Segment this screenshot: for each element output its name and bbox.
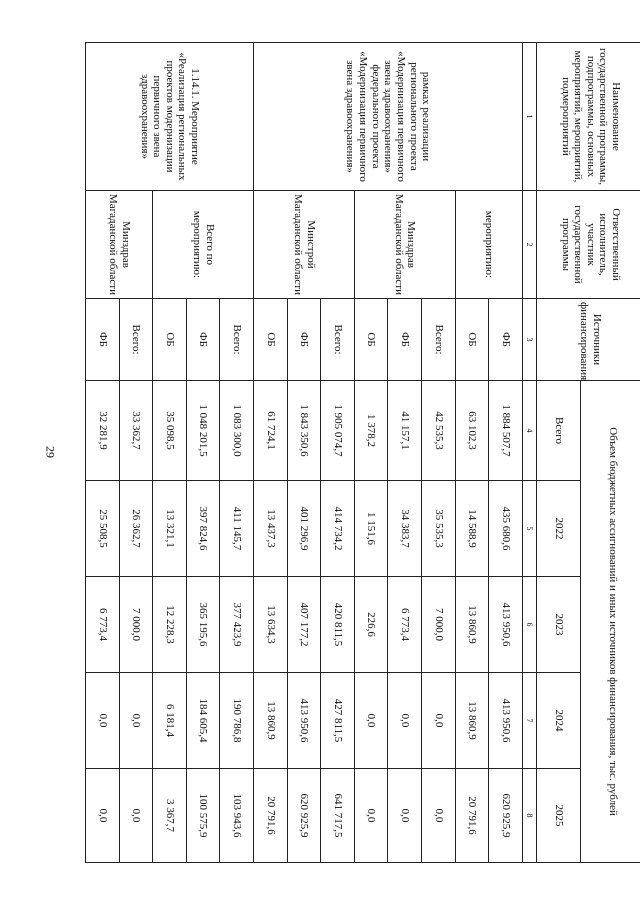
executor-cell: Минздрав Магаданской области: [86, 191, 153, 299]
value-cell: 365 195,6: [186, 577, 220, 673]
value-cell: 1 843 350,6: [287, 381, 321, 481]
value-cell: 13 437,3: [254, 481, 288, 577]
value-cell: 41 157,1: [388, 381, 422, 481]
value-cell: 20 791,6: [254, 769, 288, 863]
activity-name-cell: 1.14.1. Мероприятие «Реализация региональных проектов модернизации первичного звена здравоохранения»: [86, 43, 254, 191]
executor-cell: Минстрой Магаданской области: [254, 191, 355, 299]
header-executor: Ответственный исполнитель, участник государственной программы: [537, 191, 640, 299]
value-cell: 226,6: [354, 577, 388, 673]
value-cell: 0,0: [354, 673, 388, 769]
index-cell: 4: [522, 381, 536, 481]
value-cell: 413 950,6: [287, 673, 321, 769]
value-cell: 435 680,6: [489, 481, 523, 577]
value-cell: 7 000,0: [422, 577, 456, 673]
value-cell: 0,0: [354, 769, 388, 863]
value-cell: 0,0: [119, 769, 153, 863]
value-cell: 413 950,6: [489, 673, 523, 769]
value-cell: 6 773,4: [388, 577, 422, 673]
source-cell: ОБ: [354, 299, 388, 381]
value-cell: 35 535,3: [422, 481, 456, 577]
value-cell: 13 860,9: [455, 673, 489, 769]
value-cell: 34 383,7: [388, 481, 422, 577]
value-cell: 32 281,9: [86, 381, 120, 481]
value-cell: 413 950,6: [489, 577, 523, 673]
value-cell: 13 321,1: [153, 481, 187, 577]
value-cell: 1 905 074,7: [321, 381, 355, 481]
value-cell: 0,0: [86, 769, 120, 863]
header-year-2023: 2023: [537, 577, 581, 673]
program-name-cell: рамках реализации регионального проекта «Модернизация первичного звена здравоохранения» федерального проекта «Модернизация первичного звена здравоохранения»: [254, 43, 523, 191]
source-cell: ФБ: [186, 299, 220, 381]
executor-cell: Всего по мероприятию:: [153, 191, 254, 299]
value-cell: 427 811,5: [321, 673, 355, 769]
value-cell: 1 083 300,0: [220, 381, 254, 481]
index-cell: 8: [522, 769, 536, 863]
source-cell: ФБ: [86, 299, 120, 381]
index-cell: 1: [522, 43, 536, 191]
value-cell: 397 824,6: [186, 481, 220, 577]
index-cell: 3: [522, 299, 536, 381]
value-cell: 1 048 201,5: [186, 381, 220, 481]
page-number: 29: [43, 446, 58, 458]
value-cell: 0,0: [422, 673, 456, 769]
source-cell: ОБ: [254, 299, 288, 381]
value-cell: 61 724,1: [254, 381, 288, 481]
value-cell: 26 362,7: [119, 481, 153, 577]
executor-cell: мероприятию:: [455, 191, 522, 299]
value-cell: 620 925,9: [489, 769, 523, 863]
source-cell: Всего:: [422, 299, 456, 381]
value-cell: 6 181,4: [153, 673, 187, 769]
value-cell: 35 098,5: [153, 381, 187, 481]
value-cell: 641 717,5: [321, 769, 355, 863]
value-cell: 33 362,7: [119, 381, 153, 481]
value-cell: 0,0: [119, 673, 153, 769]
value-cell: 25 508,5: [86, 481, 120, 577]
index-cell: 7: [522, 673, 536, 769]
source-cell: Всего:: [119, 299, 153, 381]
value-cell: 414 734,2: [321, 481, 355, 577]
value-cell: 190 786,8: [220, 673, 254, 769]
index-cell: 6: [522, 577, 536, 673]
value-cell: 401 296,9: [287, 481, 321, 577]
header-year-2022: 2022: [537, 481, 581, 577]
value-cell: 12 228,3: [153, 577, 187, 673]
header-volume: Объем бюджетных ассигнований и иных источников финансирования, тыс. рублей: [581, 381, 640, 863]
value-cell: 0,0: [388, 673, 422, 769]
value-cell: 3 367,7: [153, 769, 187, 863]
value-cell: 0,0: [388, 769, 422, 863]
value-cell: 620 925,9: [287, 769, 321, 863]
rotated-table-container: [85, 42, 640, 862]
header-name: Наименование государственной программы, подпрограммы, основных мероприятий, мероприятий, подмероприятий: [537, 43, 640, 191]
value-cell: 407 177,2: [287, 577, 321, 673]
index-cell: 5: [522, 481, 536, 577]
value-cell: 13 860,9: [254, 673, 288, 769]
value-cell: 0,0: [422, 769, 456, 863]
source-cell: ФБ: [388, 299, 422, 381]
header-year-2024: 2024: [537, 673, 581, 769]
executor-cell: Минздрав Магаданской области: [354, 191, 455, 299]
header-total: Всего: [537, 381, 581, 481]
source-cell: ОБ: [153, 299, 187, 381]
value-cell: 20 791,6: [455, 769, 489, 863]
source-cell: Всего:: [220, 299, 254, 381]
value-cell: 100 575,9: [186, 769, 220, 863]
value-cell: 42 535,3: [422, 381, 456, 481]
table-row: [220, 43, 254, 863]
value-cell: 1 151,6: [354, 481, 388, 577]
value-cell: 13 634,3: [254, 577, 288, 673]
table-row: [489, 43, 523, 863]
value-cell: 63 102,3: [455, 381, 489, 481]
source-cell: ФБ: [489, 299, 523, 381]
source-cell: ФБ: [287, 299, 321, 381]
header-year-2025: 2025: [537, 769, 581, 863]
value-cell: 411 145,7: [220, 481, 254, 577]
header-sources: Источники финансирования: [537, 299, 640, 381]
value-cell: 7 000,0: [119, 577, 153, 673]
source-cell: ОБ: [455, 299, 489, 381]
value-cell: 14 588,9: [455, 481, 489, 577]
index-cell: 2: [522, 191, 536, 299]
value-cell: 184 605,4: [186, 673, 220, 769]
value-cell: 1 378,2: [354, 381, 388, 481]
value-cell: 1 884 507,7: [489, 381, 523, 481]
value-cell: 377 423,9: [220, 577, 254, 673]
value-cell: 13 860,9: [455, 577, 489, 673]
source-cell: Всего:: [321, 299, 355, 381]
value-cell: 420 811,5: [321, 577, 355, 673]
value-cell: 0,0: [86, 673, 120, 769]
budget-table: [85, 42, 640, 863]
value-cell: 6 773,4: [86, 577, 120, 673]
value-cell: 103 943,6: [220, 769, 254, 863]
